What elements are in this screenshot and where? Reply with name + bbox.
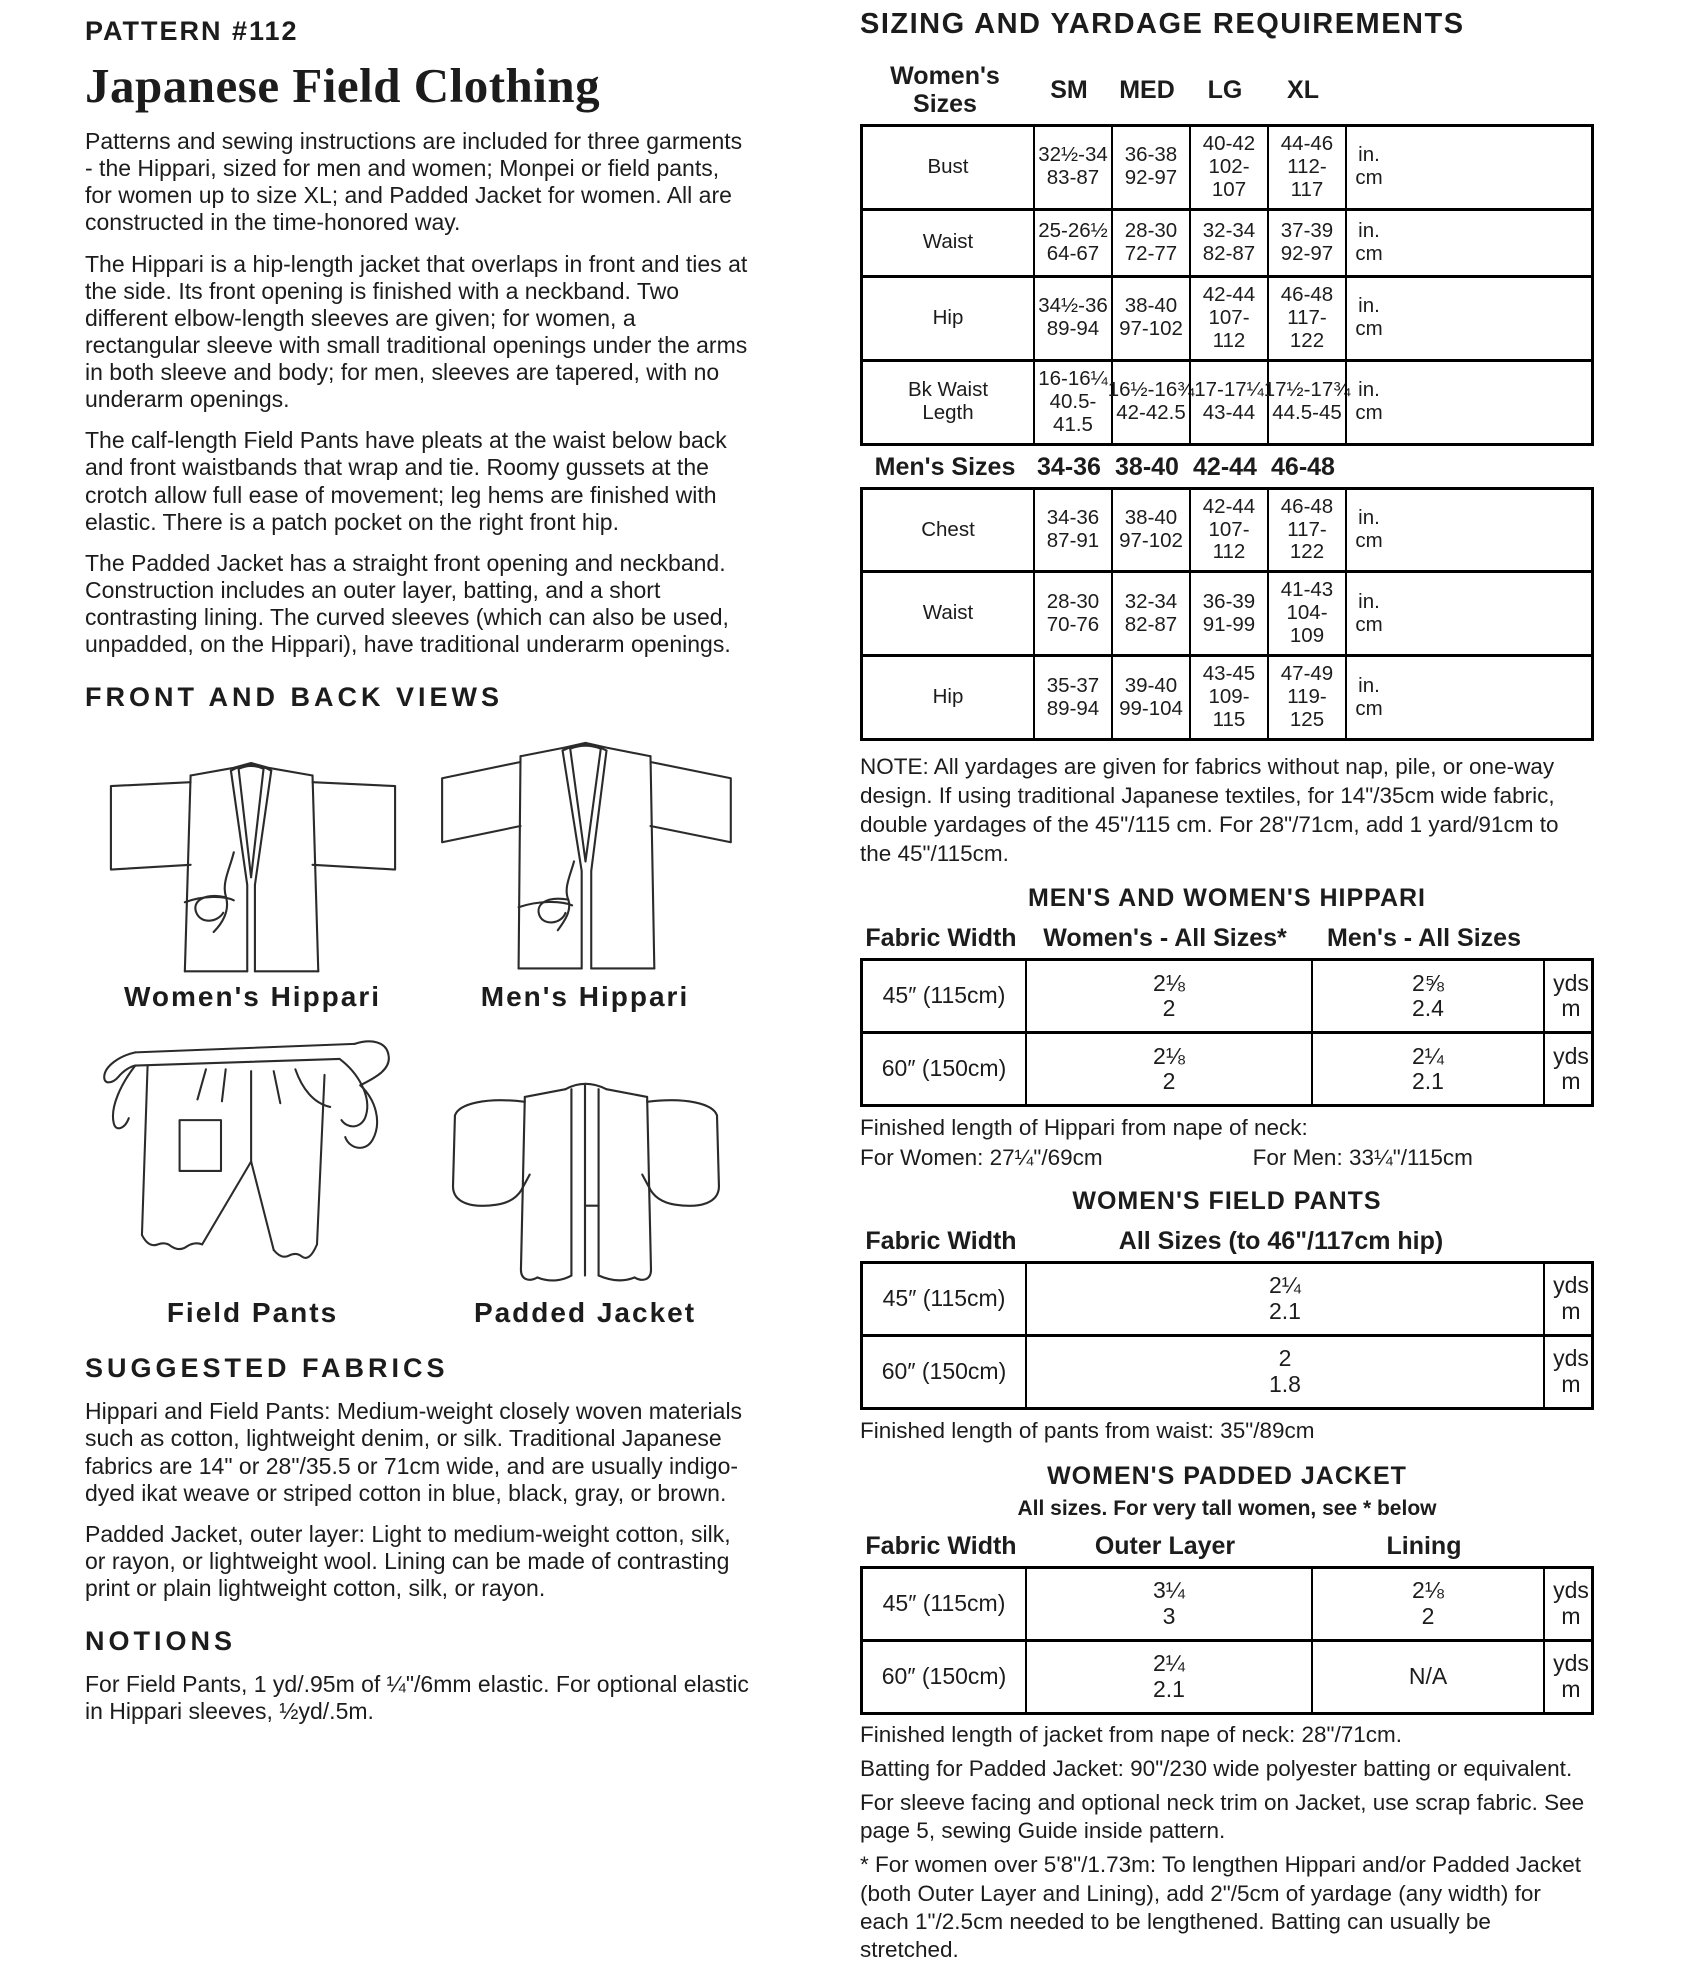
cell-line: in.	[1358, 143, 1380, 167]
cell-line: m	[1561, 995, 1581, 1022]
value-cell	[1189, 127, 1267, 208]
cell-line: 42-42.5	[1116, 401, 1186, 425]
cell-line: LG	[1207, 76, 1243, 104]
row-label-cell	[863, 1569, 1025, 1639]
row-label-cell	[863, 1034, 1025, 1104]
cell-line: 82-87	[1124, 612, 1178, 636]
value-cell	[1186, 450, 1264, 484]
table-row	[863, 127, 1591, 208]
cell-line: in.	[1358, 506, 1380, 530]
cell-line: m	[1561, 1602, 1581, 1629]
value-cell	[1030, 450, 1108, 484]
value-cell	[1540, 921, 1594, 955]
cell-line: Outer Layer	[1094, 1531, 1236, 1560]
cell-line: MED	[1119, 76, 1175, 104]
cell-line: 2.1	[1153, 1675, 1185, 1702]
cell-line: 36-39	[1202, 589, 1256, 613]
cell-line: cm	[1355, 529, 1383, 552]
cell-line: Fabric Width	[865, 1531, 1017, 1560]
value-cell	[1189, 490, 1267, 571]
cell-line: 2¼	[1153, 1650, 1185, 1677]
hippari-length-values	[860, 1145, 1594, 1171]
cell-line: yds	[1553, 1272, 1589, 1299]
value-cell	[1311, 1034, 1543, 1104]
mens-hippari-drawing	[423, 717, 748, 979]
value-cell	[1345, 362, 1391, 443]
value-cell	[1267, 657, 1345, 738]
cell-line: 32½-34	[1038, 143, 1108, 167]
cell-line: Fabric Width	[865, 1227, 1017, 1256]
cell-line: 3	[1162, 1602, 1176, 1629]
row-label-cell	[863, 127, 1033, 208]
cell-line: Men's - All Sizes	[1327, 924, 1521, 953]
intro-paragraph: Patterns and sewing instructions are included for three garments - the Hippari, sized for men and women; Monpei or field pants, for women up to size XL; and Padded Jacket for women. All are constructed in the time-honored way.	[85, 128, 743, 236]
value-cell	[1033, 573, 1111, 654]
value-cell	[1022, 1224, 1540, 1258]
cell-line: yds	[1553, 1345, 1589, 1372]
table-row	[863, 570, 1591, 654]
value-cell	[1025, 961, 1311, 1031]
cell-line: 34-36	[1037, 452, 1101, 481]
cell-line: m	[1561, 1068, 1581, 1095]
cell-line: 43-45	[1202, 662, 1256, 686]
cell-line: 40-42	[1202, 132, 1256, 155]
cell-line: 46-48	[1280, 282, 1334, 306]
cell-line: 2⅛	[1412, 1577, 1444, 1604]
cell-line: 39-40	[1124, 673, 1178, 697]
cell-line: 41-43	[1280, 578, 1334, 602]
value-cell	[1543, 1264, 1597, 1334]
padded-jacket-table-header	[860, 1529, 1594, 1563]
cell-line: 42-44	[1193, 452, 1257, 481]
cell-line: Legth	[922, 401, 974, 425]
hippari-length-men: For Men: 33¼"/115cm	[1252, 1145, 1473, 1171]
cell-line: 17½-17¾	[1263, 378, 1351, 402]
field-pants-label: Field Pants	[166, 1297, 339, 1329]
table-row	[863, 654, 1591, 738]
table-row	[863, 359, 1591, 443]
cell-line: 1.8	[1269, 1371, 1301, 1398]
value-cell	[1022, 1529, 1308, 1563]
hippari-yardage-table	[860, 958, 1594, 1107]
value-cell	[1022, 921, 1308, 955]
table-row	[863, 1264, 1591, 1334]
cell-line: 102-107	[1208, 154, 1250, 201]
cell-line: 92-97	[1124, 166, 1178, 190]
table-row	[860, 921, 1594, 955]
row-label-cell	[863, 211, 1033, 275]
table-row	[863, 1031, 1591, 1104]
row-label-cell	[863, 657, 1033, 738]
value-cell	[1543, 1034, 1597, 1104]
hippari-table-caption: MEN'S AND WOMEN'S HIPPARI	[1027, 884, 1426, 913]
value-cell	[1111, 657, 1189, 738]
row-label-cell	[863, 961, 1025, 1031]
field-pants-figure	[85, 1013, 420, 1329]
cell-line: 89-94	[1046, 317, 1100, 341]
cell-line: 70-76	[1046, 612, 1100, 636]
cell-line: 2	[1421, 1602, 1435, 1629]
cell-line: 3¼	[1153, 1577, 1185, 1604]
cell-line: 87-91	[1046, 529, 1100, 552]
value-cell	[1108, 59, 1186, 121]
cell-line: 117-122	[1287, 517, 1327, 564]
cell-line: 82-87	[1202, 241, 1256, 265]
cell-line: 46-48	[1271, 452, 1335, 481]
jacket-note: Batting for Padded Jacket: 90"/230 wide polyester batting or equivalent.	[860, 1756, 1573, 1782]
jacket-note: For sleeve facing and optional neck trim on Jacket, use scrap fabric. See page 5, sewing Guide inside pattern.	[860, 1790, 1585, 1844]
pattern-number: PATTERN #112	[85, 16, 299, 46]
hippari-length-note: Finished length of Hippari from nape of neck:	[860, 1115, 1308, 1141]
cell-line: Chest	[921, 517, 975, 541]
mens-hippari-label: Men's Hippari	[480, 981, 690, 1013]
hippari-table-header	[860, 921, 1594, 955]
cell-line: Bust	[927, 154, 969, 178]
cell-line: 46-48	[1280, 494, 1334, 518]
cell-line: All Sizes (to 46"/117cm hip)	[1118, 1227, 1444, 1256]
intro-paragraph: The Hippari is a hip-length jacket that overlaps in front and ties at the side. Its front opening is finished with a neckband. Two different elbow-length sleeves are given; for women, a rectangular sleeve with small traditional openings under the arms in both sleeve and body; for men, sleeves are tapered, with no underarm openings.	[85, 250, 748, 413]
cell-line: 38-40	[1124, 294, 1178, 318]
value-cell	[1308, 921, 1540, 955]
field-pants-yardage-table	[860, 1261, 1594, 1410]
cell-line: Hip	[932, 685, 964, 709]
cell-line: Women's Sizes	[890, 62, 1000, 118]
cell-line: m	[1561, 1675, 1581, 1702]
cell-line: in.	[1358, 589, 1380, 613]
womens-hippari-figure	[85, 717, 420, 1013]
cell-line: 104-109	[1286, 601, 1328, 648]
cell-line: 28-30	[1046, 589, 1100, 613]
padded-jacket-table-caption: WOMEN'S PADDED JACKET	[1047, 1461, 1407, 1490]
value-cell	[1025, 1337, 1543, 1407]
page-title: Japanese Field Clothing	[85, 58, 601, 113]
pants-length-note: Finished length of pants from waist: 35"/89cm	[860, 1418, 1315, 1444]
row-label-cell	[860, 450, 1030, 484]
cell-line: 44.5-45	[1272, 401, 1342, 425]
value-cell	[1267, 490, 1345, 571]
value-cell	[1264, 450, 1342, 484]
value-cell	[1111, 127, 1189, 208]
value-cell	[1308, 1529, 1540, 1563]
value-cell	[1025, 1569, 1311, 1639]
cell-line: 2⅛	[1153, 1042, 1185, 1069]
cell-line: 2	[1278, 1345, 1292, 1372]
value-cell	[1030, 59, 1108, 121]
cell-line: 99-104	[1119, 696, 1183, 720]
mens-hippari-figure	[420, 717, 750, 1013]
cell-line: 42-44	[1202, 494, 1256, 518]
value-cell	[1033, 278, 1111, 359]
cell-line: 36-38	[1124, 143, 1178, 167]
cell-line: 91-99	[1202, 612, 1256, 636]
value-cell	[1267, 211, 1345, 275]
cell-line: 2¼	[1412, 1042, 1444, 1069]
cell-line: 32-34	[1202, 218, 1256, 242]
row-label-cell	[863, 1337, 1025, 1407]
cell-line: 112-117	[1287, 154, 1327, 201]
value-cell	[1311, 1642, 1543, 1712]
cell-line: yds	[1553, 969, 1589, 996]
value-cell	[1342, 450, 1388, 484]
front-back-views-heading: FRONT AND BACK VIEWS	[85, 682, 503, 713]
row-label-cell	[860, 59, 1030, 121]
row-label-cell	[860, 1224, 1022, 1258]
cell-line: Men's Sizes	[874, 452, 1016, 481]
cell-line: 60″ (150cm)	[881, 1663, 1007, 1690]
cell-line: Waist	[922, 601, 974, 625]
row-label-cell	[863, 278, 1033, 359]
cell-line: Hip	[932, 305, 964, 329]
value-cell	[1025, 1264, 1543, 1334]
cell-line: in.	[1358, 294, 1380, 318]
table-row	[863, 961, 1591, 1031]
table-row	[863, 490, 1591, 571]
value-cell	[1189, 278, 1267, 359]
mens-sizes-header	[860, 450, 1594, 484]
cell-line: 17-17¼	[1194, 378, 1264, 402]
field-pants-table-header	[860, 1224, 1594, 1258]
intro-paragraph: The Padded Jacket has a straight front opening and neckband. Construction includes an outer layer, batting, and a short contrasting lining. The curved sleeves (which can also be used, unpadded, on the Hippari), have traditional underarm openings.	[85, 549, 731, 658]
value-cell	[1111, 490, 1189, 571]
value-cell	[1033, 490, 1111, 571]
value-cell	[1311, 1569, 1543, 1639]
cell-line: 72-77	[1124, 241, 1178, 265]
cell-line: cm	[1355, 696, 1383, 720]
value-cell	[1345, 127, 1391, 208]
cell-line: 37-39	[1280, 218, 1334, 242]
value-cell	[1342, 59, 1388, 121]
table-row	[860, 450, 1594, 484]
value-cell	[1189, 573, 1267, 654]
cell-line: m	[1561, 1371, 1581, 1398]
cell-line: yds	[1553, 1042, 1589, 1069]
value-cell	[1267, 127, 1345, 208]
hippari-length-women: For Women: 27¼"/69cm	[860, 1145, 1103, 1171]
value-cell	[1263, 362, 1351, 443]
table-row	[860, 1224, 1594, 1258]
value-cell	[1033, 362, 1111, 443]
row-label-cell	[863, 1264, 1025, 1334]
value-cell	[1025, 1034, 1311, 1104]
cell-line: cm	[1355, 317, 1383, 341]
cell-line: 92-97	[1280, 241, 1334, 265]
value-cell	[1543, 1337, 1597, 1407]
value-cell	[1111, 278, 1189, 359]
value-cell	[1189, 657, 1267, 738]
cell-line: 2¼	[1269, 1272, 1301, 1299]
cell-line: 89-94	[1046, 696, 1100, 720]
yardage-note: NOTE: All yardages are given for fabrics without nap, pile, or one-way design. If using traditional Japanese textiles, for 14"/35cm wide fabric, double yardages of the 45"/115 cm. For 28"/71cm, add 1 yard/91cm to the 45"/115cm.	[860, 754, 1559, 866]
padded-jacket-drawing	[420, 1060, 750, 1295]
value-cell	[1267, 278, 1345, 359]
womens-sizes-header	[860, 59, 1594, 121]
row-label-cell	[863, 362, 1033, 443]
table-row	[860, 1529, 1594, 1563]
cell-line: 40.5-41.5	[1049, 389, 1097, 436]
padded-jacket-label: Padded Jacket	[473, 1297, 697, 1329]
row-label-cell	[863, 573, 1033, 654]
value-cell	[1025, 1642, 1311, 1712]
cell-line: m	[1561, 1298, 1581, 1325]
cell-line: 2⅝	[1412, 969, 1444, 996]
womens-hippari-drawing	[88, 739, 418, 979]
cell-line: 25-26½	[1038, 218, 1108, 242]
padded-jacket-subtitle: All sizes. For very tall women, see * below	[1017, 1496, 1437, 1520]
value-cell	[1189, 211, 1267, 275]
womens-sizes-table	[860, 124, 1594, 446]
cell-line: 35-37	[1046, 673, 1100, 697]
cell-line: Fabric Width	[865, 924, 1017, 953]
value-cell	[1345, 211, 1391, 275]
value-cell	[1189, 362, 1267, 443]
cell-line: 83-87	[1046, 166, 1100, 190]
value-cell	[1033, 211, 1111, 275]
value-cell	[1033, 657, 1111, 738]
cell-line: 97-102	[1119, 529, 1183, 552]
cell-line: 2	[1162, 1068, 1176, 1095]
notions-heading: NOTIONS	[85, 1626, 237, 1657]
notions-paragraph: For Field Pants, 1 yd/.95m of ¼"/6mm elastic. For optional elastic in Hippari sleeves, ½yd/.5m.	[85, 1671, 749, 1725]
cell-line: 2.1	[1412, 1068, 1444, 1095]
row-label-cell	[860, 921, 1022, 955]
cell-line: N/A	[1408, 1663, 1448, 1690]
row-label-cell	[863, 490, 1033, 571]
table-row	[863, 1639, 1591, 1712]
padded-jacket-figure	[420, 1013, 750, 1329]
cell-line: 45″ (115cm)	[882, 982, 1006, 1009]
sizing-yardage-heading: SIZING AND YARDAGE REQUIREMENTS	[860, 8, 1465, 40]
cell-line: 42-44	[1202, 282, 1256, 306]
garment-views	[85, 717, 750, 1329]
jacket-note: * For women over 5'8"/1.73m: To lengthen Hippari and/or Padded Jacket (both Outer Layer and Lining), add 2"/5cm of yardage (any width) for each 1"/2.5cm needed to be lengthened. Batting can usually be stretched.	[860, 1852, 1582, 1962]
cell-line: 107-112	[1208, 305, 1250, 352]
cell-line: XL	[1287, 76, 1319, 104]
value-cell	[1033, 127, 1111, 208]
cell-line: 16½-16¾	[1107, 378, 1195, 402]
padded-jacket-yardage-table	[860, 1566, 1594, 1715]
value-cell	[1186, 59, 1264, 121]
cell-line: 28-30	[1124, 218, 1178, 242]
value-cell	[1543, 1642, 1597, 1712]
cell-line: Women's - All Sizes*	[1043, 924, 1287, 953]
cell-line: 47-49	[1280, 662, 1334, 686]
cell-line: 2.1	[1269, 1298, 1301, 1325]
cell-line: Bk Waist	[907, 378, 989, 402]
value-cell	[1108, 450, 1186, 484]
mens-sizes-table	[860, 487, 1594, 742]
cell-line: 119-125	[1287, 685, 1327, 732]
left-column	[85, 16, 750, 1739]
cell-line: 43-44	[1202, 401, 1256, 425]
cell-line: 38-40	[1115, 452, 1179, 481]
value-cell	[1540, 1529, 1594, 1563]
value-cell	[1345, 573, 1391, 654]
cell-line: yds	[1553, 1577, 1589, 1604]
cell-line: Waist	[922, 230, 974, 254]
intro-paragraph: The calf-length Field Pants have pleats at the waist below back and front waistbands that wrap and tie. Roomy gussets at the crotch allow full ease of movement; leg hems are finished with elastic. There is a patch pocket on the right front hip.	[85, 427, 727, 535]
cell-line: cm	[1355, 166, 1383, 190]
cell-line: 34½-36	[1038, 294, 1108, 318]
cell-line: SM	[1050, 76, 1088, 104]
cell-line: 45″ (115cm)	[882, 1590, 1006, 1617]
row-label-cell	[860, 1529, 1022, 1563]
cell-line: 107-112	[1208, 517, 1250, 564]
value-cell	[1540, 1224, 1594, 1258]
value-cell	[1267, 573, 1345, 654]
row-label-cell	[863, 1642, 1025, 1712]
table-row	[863, 275, 1591, 359]
value-cell	[1264, 59, 1342, 121]
value-cell	[1345, 278, 1391, 359]
cell-line: 45″ (115cm)	[882, 1285, 1006, 1312]
cell-line: 38-40	[1124, 506, 1178, 530]
cell-line: cm	[1355, 401, 1383, 425]
value-cell	[1543, 961, 1597, 1031]
womens-hippari-label: Women's Hippari	[123, 981, 382, 1013]
value-cell	[1107, 362, 1195, 443]
value-cell	[1543, 1569, 1597, 1639]
value-cell	[1111, 573, 1189, 654]
cell-line: cm	[1355, 612, 1383, 636]
cell-line: 2⅛	[1153, 969, 1185, 996]
cell-line: 109-115	[1208, 685, 1250, 732]
jacket-note: Finished length of jacket from nape of neck: 28"/71cm.	[860, 1721, 1403, 1747]
table-row	[860, 59, 1594, 121]
cell-line: in.	[1358, 218, 1380, 242]
value-cell	[1111, 211, 1189, 275]
cell-line: 44-46	[1280, 132, 1334, 155]
value-cell	[1311, 961, 1543, 1031]
field-pants-table-caption: WOMEN'S FIELD PANTS	[1072, 1187, 1382, 1216]
cell-line: cm	[1355, 241, 1383, 265]
cell-line: 117-122	[1287, 305, 1327, 352]
suggested-fabrics-heading: SUGGESTED FABRICS	[85, 1353, 449, 1384]
cell-line: 34-36	[1046, 506, 1100, 530]
value-cell	[1345, 657, 1391, 738]
right-column	[860, 8, 1594, 1970]
fabrics-paragraph: Hippari and Field Pants: Medium-weight closely woven materials such as cotton, lightweight denim, or silk. Traditional Japanese fabrics are 14" or 28"/35.5 or 71cm wide, and are usually indigo-dyed ikat weave or striped cotton in blue, black, gray, or brown.	[85, 1398, 743, 1506]
cell-line: 64-67	[1046, 241, 1100, 265]
cell-line: 16-16¼	[1038, 366, 1108, 390]
fabrics-paragraph: Padded Jacket, outer layer: Light to medium-weight cotton, silk, or rayon, or lightweight wool. Lining can be made of contrasting print or plain lightweight cotton, silk, or rayon.	[85, 1520, 731, 1601]
value-cell	[1345, 490, 1391, 571]
cell-line: in.	[1358, 673, 1380, 697]
cell-line: 60″ (150cm)	[881, 1358, 1007, 1385]
cell-line: 2	[1162, 995, 1176, 1022]
cell-line: 32-34	[1124, 589, 1178, 613]
cell-line: in.	[1358, 378, 1380, 402]
table-row	[863, 208, 1591, 275]
cell-line: 60″ (150cm)	[881, 1055, 1007, 1082]
table-row	[863, 1334, 1591, 1407]
cell-line: 97-102	[1119, 317, 1183, 341]
cell-line: yds	[1553, 1650, 1589, 1677]
table-row	[863, 1569, 1591, 1639]
field-pants-drawing	[93, 1013, 413, 1295]
cell-line: 2.4	[1412, 995, 1444, 1022]
cell-line: Lining	[1386, 1531, 1462, 1560]
